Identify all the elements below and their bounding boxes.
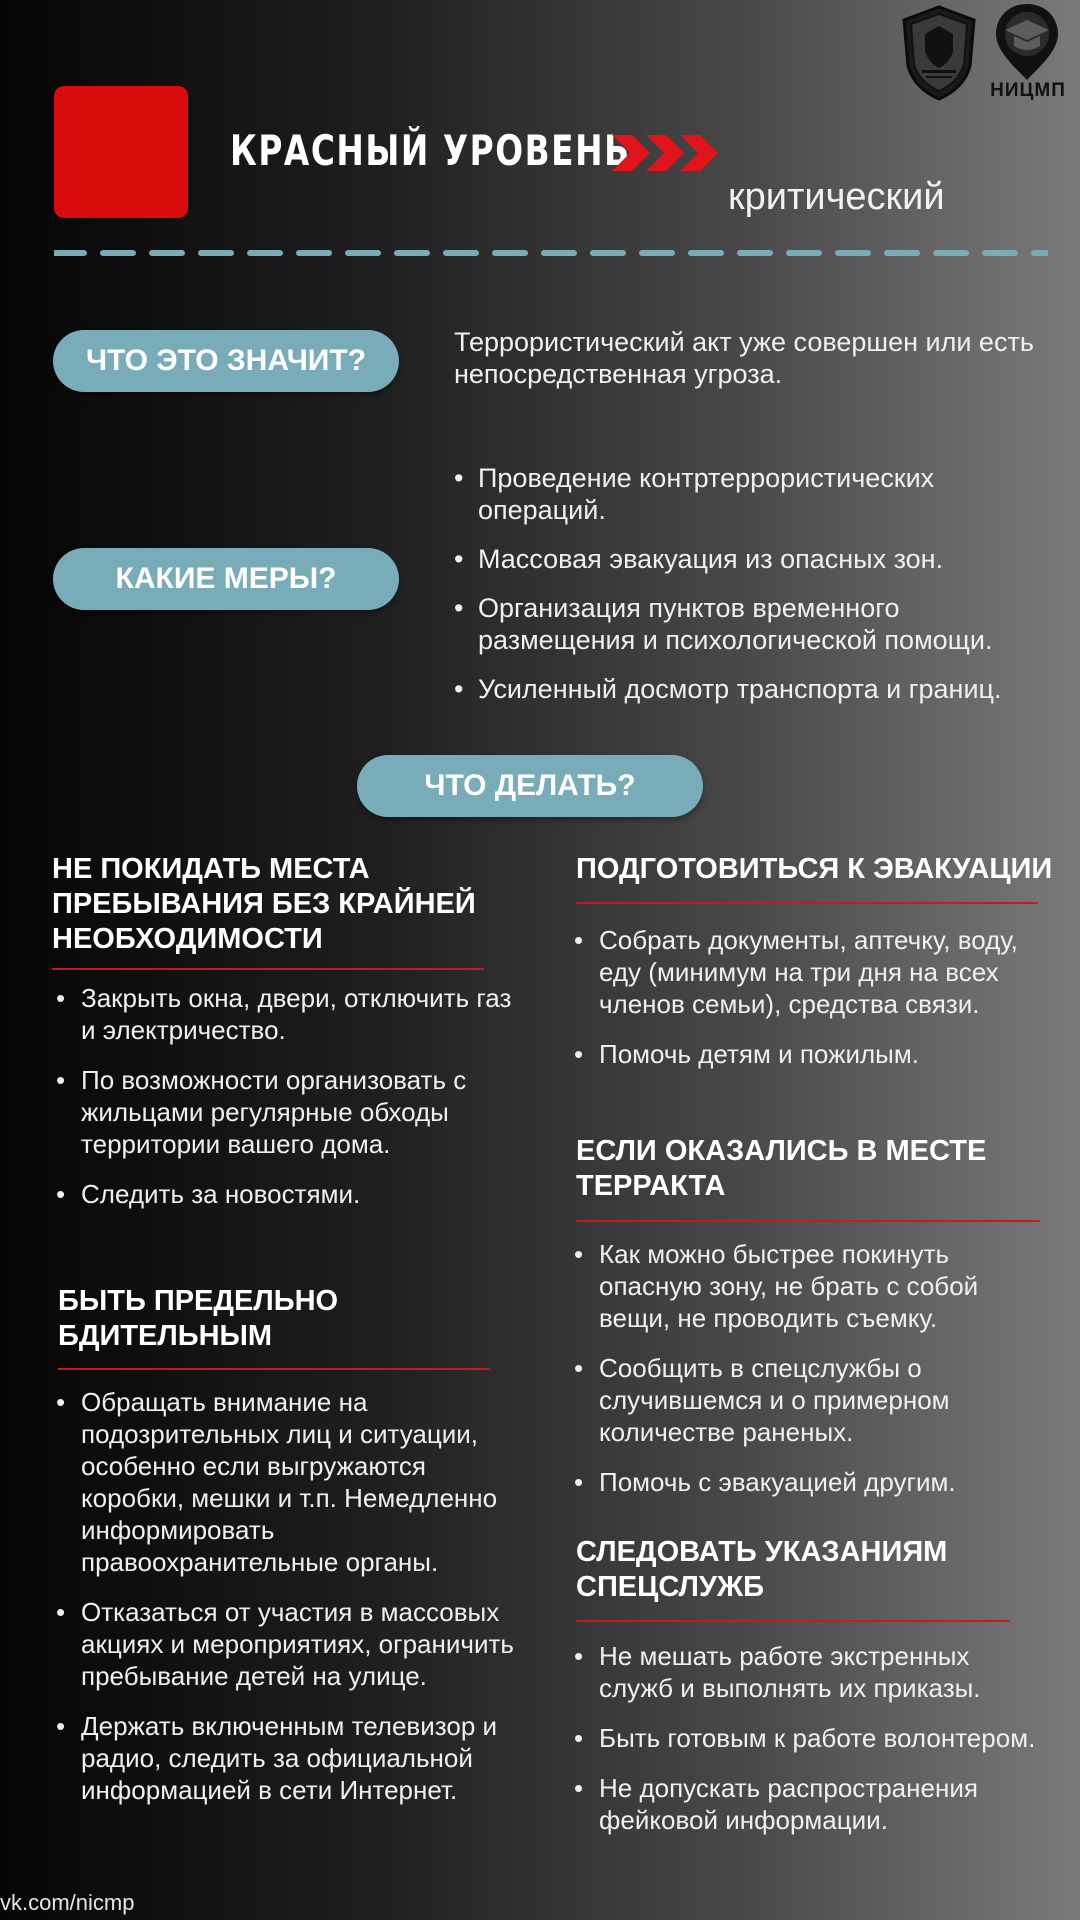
emblem-shield-icon	[898, 4, 980, 102]
list-item: • Собрать документы, аптечку, воду, еду (минимум на три дня на всех членов семьи), средства связи.	[570, 924, 1050, 1020]
list-item: • Проведение контртеррористических операций.	[454, 462, 1064, 526]
list-item: • Не мешать работе экстренных служб и выполнять их приказы.	[570, 1640, 1050, 1704]
vigilant-list	[52, 1386, 532, 1824]
list-item: • Быть готовым к работе волонтером.	[570, 1722, 1050, 1754]
section-divider	[576, 1620, 1010, 1622]
list-item: • Отказаться от участия в массовых акциях и мероприятиях, ограничить пребывание детей на улице.	[52, 1596, 532, 1692]
list-item: • Усиленный досмотр транспорта и границ.	[454, 673, 1064, 705]
meaning-text: Террористический акт уже совершен или есть непосредственная угроза.	[454, 327, 1034, 389]
measures-label: КАКИЕ МЕРЫ?	[53, 548, 399, 610]
logo-text: НИЦМП	[990, 80, 1066, 101]
stay-list	[52, 982, 522, 1228]
attack-site-list	[570, 1238, 1050, 1516]
list-item: • По возможности организовать с жильцами регулярные обходы территории вашего дома.	[52, 1064, 522, 1160]
list-item: • Обращать внимание на подозрительных лиц и ситуации, особенно если выгружаются коробки, мешки и т.п. Немедленно информировать правоохранительные органы.	[52, 1386, 532, 1578]
page-title: КРАСНЫЙ УРОВЕНЬ	[230, 126, 631, 175]
red-level-square	[54, 86, 188, 218]
section-title: ПОДГОТОВИТЬСЯ К ЭВАКУАЦИИ	[576, 853, 1053, 885]
section-title: НЕ ПОКИДАТЬ МЕСТА ПРЕБЫВАНИЯ БЕЗ КРАЙНЕЙ НЕОБХОДИМОСТИ	[52, 853, 476, 955]
measures-list	[454, 462, 1064, 722]
section-follow	[576, 1535, 1016, 1605]
footer-url[interactable]: vk.com/nicmp	[0, 1890, 135, 1915]
section-divider	[52, 968, 484, 970]
list-item: • Помочь детям и пожилым.	[570, 1038, 1050, 1070]
list-item: • Держать включенным телевизор и радио, следить за официальной информацией в сети Интернет.	[52, 1710, 532, 1806]
list-item: • Как можно быстрее покинуть опасную зону, не брать с собой вещи, не проводить съемку.	[570, 1238, 1050, 1334]
list-item: • Закрыть окна, двери, отключить газ и электричество.	[52, 982, 522, 1046]
section-title: БЫТЬ ПРЕДЕЛЬНО БДИТЕЛЬНЫМ	[58, 1285, 339, 1352]
list-item: • Организация пунктов временного размещения и психологической помощи.	[454, 592, 1064, 656]
list-item: • Не допускать распространения фейковой информации.	[570, 1772, 1050, 1836]
meaning-label: ЧТО ЭТО ЗНАЧИТ?	[53, 330, 399, 392]
chevrons-icon	[610, 132, 720, 174]
list-item: • Массовая эвакуация из опасных зон.	[454, 543, 1064, 575]
page-subtitle: критический	[728, 176, 945, 218]
actions-label: ЧТО ДЕЛАТЬ?	[357, 755, 703, 817]
section-divider	[576, 902, 1038, 904]
follow-list	[570, 1640, 1050, 1854]
section-stay	[52, 852, 512, 957]
section-evacuation	[576, 852, 1076, 887]
section-divider	[576, 1220, 1040, 1222]
section-attack-site	[576, 1134, 996, 1204]
section-title: СЛЕДОВАТЬ УКАЗАНИЯМ СПЕЦСЛУЖБ	[576, 1536, 948, 1603]
dashed-divider	[54, 250, 1048, 256]
list-item: • Следить за новостями.	[52, 1178, 522, 1210]
graduation-cap-pin-icon	[990, 0, 1064, 84]
section-divider	[58, 1368, 490, 1370]
list-item: • Помочь с эвакуацией другим.	[570, 1466, 1050, 1498]
evacuation-list	[570, 924, 1050, 1088]
section-vigilant	[58, 1284, 458, 1354]
list-item: • Сообщить в спецслужбы о случившемся и о примерном количестве раненых.	[570, 1352, 1050, 1448]
section-title: ЕСЛИ ОКАЗАЛИСЬ В МЕСТЕ ТЕРРАКТА	[576, 1135, 987, 1202]
